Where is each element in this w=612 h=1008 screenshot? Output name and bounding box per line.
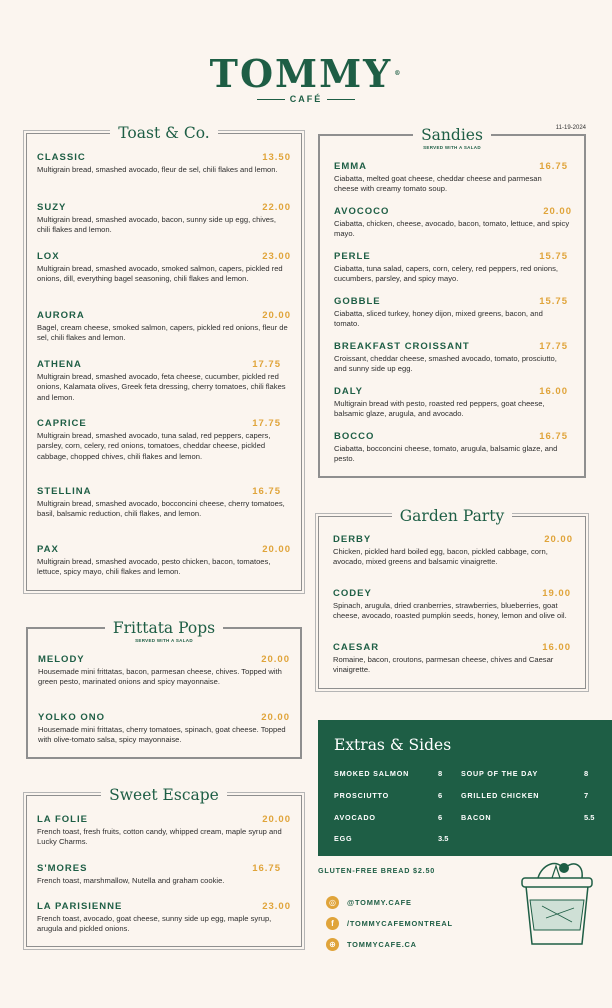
item-description: Multigrain bread, smashed avocado, bocconcini cheese, cherry tomatoes, basil, balsamic reduction, chili flakes, and lemon. — [37, 499, 285, 519]
coffee-cup-illustration — [512, 852, 602, 948]
menu-item — [38, 654, 290, 688]
extra-price: 7 — [584, 791, 589, 800]
item-name: BREAKFAST CROISSANT — [334, 341, 470, 352]
extra-name: SOUP OF THE DAY — [461, 769, 539, 778]
item-description: Ciabatta, sliced turkey, honey dijon, mixed greens, bacon, and tomato. — [334, 309, 543, 329]
item-price: 16.75 — [252, 486, 281, 497]
menu-item — [334, 206, 572, 240]
extra-name: SMOKED SALMON — [334, 769, 410, 778]
item-description: Ciabatta, chicken, cheese, avocado, bacon, tomato, lettuce, and spicy mayo. — [334, 219, 570, 239]
item-description: Multigrain bread with pesto, roasted red peppers, goat cheese, balsamic glaze, arugula, and avocado. — [334, 399, 545, 419]
item-price: 20.00 — [543, 206, 572, 217]
item-name: EMMA — [334, 161, 368, 172]
social-facebook[interactable] — [326, 916, 453, 930]
menu-item — [37, 152, 291, 175]
extra-name: AVOCADO — [334, 813, 376, 822]
extra-name: PROSCIUTTO — [334, 791, 389, 800]
section-title: Extras & Sides — [334, 736, 452, 754]
extra-price: 3.5 — [438, 834, 449, 843]
item-price: 20.00 — [262, 310, 291, 321]
social-handle[interactable]: /TOMMYCAFEMONTREAL — [347, 918, 453, 928]
menu-date: 11-19-2024 — [555, 125, 586, 131]
section-title: Garden Party — [392, 507, 512, 525]
item-name: BOCCO — [334, 431, 375, 442]
item-name: LA FOLIE — [37, 814, 88, 825]
item-price: 20.00 — [261, 654, 290, 665]
menu-item — [334, 296, 568, 330]
item-name: CODEY — [333, 588, 372, 599]
extra-price: 6 — [438, 791, 443, 800]
item-price: 15.75 — [539, 296, 568, 307]
item-description: Bagel, cream cheese, smoked salmon, capers, pickled red onions, fleur de sel, chili flakes and lemon. — [37, 323, 288, 343]
menu-item — [333, 588, 571, 622]
item-description: French toast, fresh fruits, cotton candy, whipped cream, maple syrup and Lucky Charms. — [37, 827, 282, 847]
extra-price: 6 — [438, 813, 443, 822]
item-description: Ciabatta, bocconcini cheese, tomato, arugula, balsamic glaze, and pesto. — [334, 444, 558, 464]
item-description: Chicken, pickled hard boiled egg, bacon, pickled cabbage, corn, avocado, mixed greens and balsamic vinaigrette. — [333, 547, 548, 567]
menu-item — [37, 814, 291, 848]
item-price: 16.75 — [539, 161, 568, 172]
extra-price: 5.5 — [584, 813, 595, 822]
item-price: 19.00 — [542, 588, 571, 599]
item-description: French toast, marshmallow, Nutella and graham cookie. — [37, 876, 225, 885]
item-name: LA PARISIENNE — [37, 901, 123, 912]
section-sweet — [26, 786, 302, 947]
social-website[interactable] — [326, 937, 417, 951]
item-name: LOX — [37, 251, 60, 262]
item-description: French toast, avocado, goat cheese, sunny side up egg, maple syrup, arugula and pickled onions. — [37, 914, 272, 934]
menu-item — [37, 251, 291, 285]
menu-item — [37, 310, 291, 344]
extra-name: GRILLED CHICKEN — [461, 791, 540, 800]
section-title: Sandies — [413, 126, 491, 144]
item-price: 13.50 — [262, 152, 291, 163]
social-instagram[interactable] — [326, 895, 412, 909]
social-handle[interactable]: @TOMMY.CAFE — [347, 897, 412, 907]
item-description: Croissant, cheddar cheese, smashed avocado, tomato, prosciutto, and sunny side up egg. — [334, 354, 557, 374]
item-price: 20.00 — [262, 814, 291, 825]
item-description: Multigrain bread, smashed avocado, smoked salmon, capers, pickled red onions, dill, everything bagel seasoning, chili flakes and lemon. — [37, 264, 283, 284]
menu-item — [38, 712, 290, 746]
item-name: STELLINA — [37, 486, 92, 497]
item-name: DALY — [334, 386, 363, 397]
item-description: Multigrain bread, smashed avocado, pesto chicken, bacon, tomatoes, lettuce, spicy mayo, chili flakes and lemon. — [37, 557, 271, 577]
menu-item — [333, 642, 571, 676]
item-description: Ciabatta, melted goat cheese, cheddar cheese and parmesan cheese with creamy tomato soup. — [334, 174, 542, 194]
item-description: Ciabatta, tuna salad, capers, corn, celery, red peppers, red onions, cucumbers, parsley, and spicy mayo. — [334, 264, 559, 284]
section-toast — [26, 124, 302, 591]
item-name: YOLKO ONO — [38, 712, 106, 723]
item-name: AVOCOCO — [334, 206, 390, 217]
item-price: 16.00 — [539, 386, 568, 397]
item-name: CLASSIC — [37, 152, 86, 163]
section-extras — [318, 720, 612, 856]
brand-name: TOMMY — [209, 51, 393, 96]
item-description: Spinach, arugula, dried cranberries, strawberries, blueberries, goat cheese, avocado, roasted pumpkin seeds, honey, lemon and olive oil. — [333, 601, 567, 621]
menu-item — [37, 359, 291, 403]
item-name: PAX — [37, 544, 59, 555]
menu-item — [334, 341, 568, 375]
extra-price: 8 — [438, 769, 443, 778]
item-price: 23.00 — [262, 251, 291, 262]
globe-icon: ⊕ — [326, 938, 339, 951]
section-title: Frittata Pops — [105, 619, 223, 637]
item-price: 16.00 — [542, 642, 571, 653]
item-price: 22.00 — [262, 202, 291, 213]
item-price: 17.75 — [252, 418, 281, 429]
trademark-mark: ® — [394, 70, 403, 77]
item-name: AURORA — [37, 310, 85, 321]
menu-item — [37, 901, 291, 935]
item-description: Romaine, bacon, croutons, parmesan cheese, chives and Caesar vinaigrette. — [333, 655, 554, 675]
item-name: S'MORES — [37, 863, 88, 874]
facebook-icon: f — [326, 917, 339, 930]
menu-item — [334, 251, 568, 285]
section-title: Sweet Escape — [101, 786, 227, 804]
section-title: Toast & Co. — [110, 124, 217, 142]
extra-name: EGG — [334, 834, 353, 843]
item-name: SUZY — [37, 202, 67, 213]
menu-item — [334, 386, 568, 420]
menu-item — [37, 418, 291, 462]
item-description: Housemade mini frittatas, bacon, parmesan cheese, chives. Topped with green pesto, marinated onions and spicy mayonnaise. — [38, 667, 282, 687]
item-description: Housemade mini frittatas, cherry tomatoes, spinach, goat cheese. Topped with olive-tomato salsa, spicy mayonnaise. — [38, 725, 286, 745]
item-price: 16.75 — [539, 431, 568, 442]
menu-item — [334, 161, 568, 195]
menu-item — [37, 544, 291, 578]
item-price: 16.75 — [252, 863, 281, 874]
item-name: CAESAR — [333, 642, 380, 653]
divider — [257, 99, 285, 100]
section-garden — [318, 507, 586, 689]
extra-name: BACON — [461, 813, 492, 822]
item-name: CAPRICE — [37, 418, 87, 429]
item-name: DERBY — [333, 534, 372, 545]
section-frittata — [26, 619, 302, 759]
item-name: ATHENA — [37, 359, 82, 370]
item-description: Multigrain bread, smashed avocado, tuna salad, red peppers, capers, parsley, corn, celery, red onions, tomatoes, cheddar cheese, pickled cabbage, chopped chives, chili flakes and lemon. — [37, 431, 271, 461]
menu-item — [37, 486, 291, 520]
section-subtitle: SERVED WITH A SALAD — [135, 638, 193, 643]
divider — [327, 99, 355, 100]
menu-item — [334, 431, 568, 465]
item-name: GOBBLE — [334, 296, 381, 307]
item-price: 17.75 — [252, 359, 281, 370]
item-price: 17.75 — [539, 341, 568, 352]
gluten-free-note: GLUTEN-FREE BREAD $2.50 — [318, 866, 436, 875]
menu-item — [37, 863, 291, 886]
item-description: Multigrain bread, smashed avocado, fleur de sel, chili flakes and lemon. — [37, 165, 278, 174]
item-price: 20.00 — [261, 712, 290, 723]
extra-price: 8 — [584, 769, 589, 778]
brand-logo — [0, 52, 612, 104]
item-name: MELODY — [38, 654, 85, 665]
menu-item — [37, 202, 291, 236]
section-subtitle: SERVED WITH A SALAD — [423, 145, 481, 150]
item-description: Multigrain bread, smashed avocado, bacon, sunny side up egg, chives, chili flakes and lemon. — [37, 215, 276, 235]
item-price: 20.00 — [544, 534, 573, 545]
instagram-icon: ◎ — [326, 896, 339, 909]
brand-subtitle: CAFÉ — [289, 94, 323, 104]
item-price: 15.75 — [539, 251, 568, 262]
item-price: 20.00 — [262, 544, 291, 555]
menu-item — [333, 534, 573, 568]
item-description: Multigrain bread, smashed avocado, feta cheese, cucumber, pickled red onions, Kalamata olives, Greek feta dressing, cherry tomatoes, chili flakes and lemon. — [37, 372, 286, 402]
website-link[interactable]: TOMMYCAFE.CA — [347, 939, 417, 949]
item-name: PERLE — [334, 251, 371, 262]
item-price: 23.00 — [262, 901, 291, 912]
